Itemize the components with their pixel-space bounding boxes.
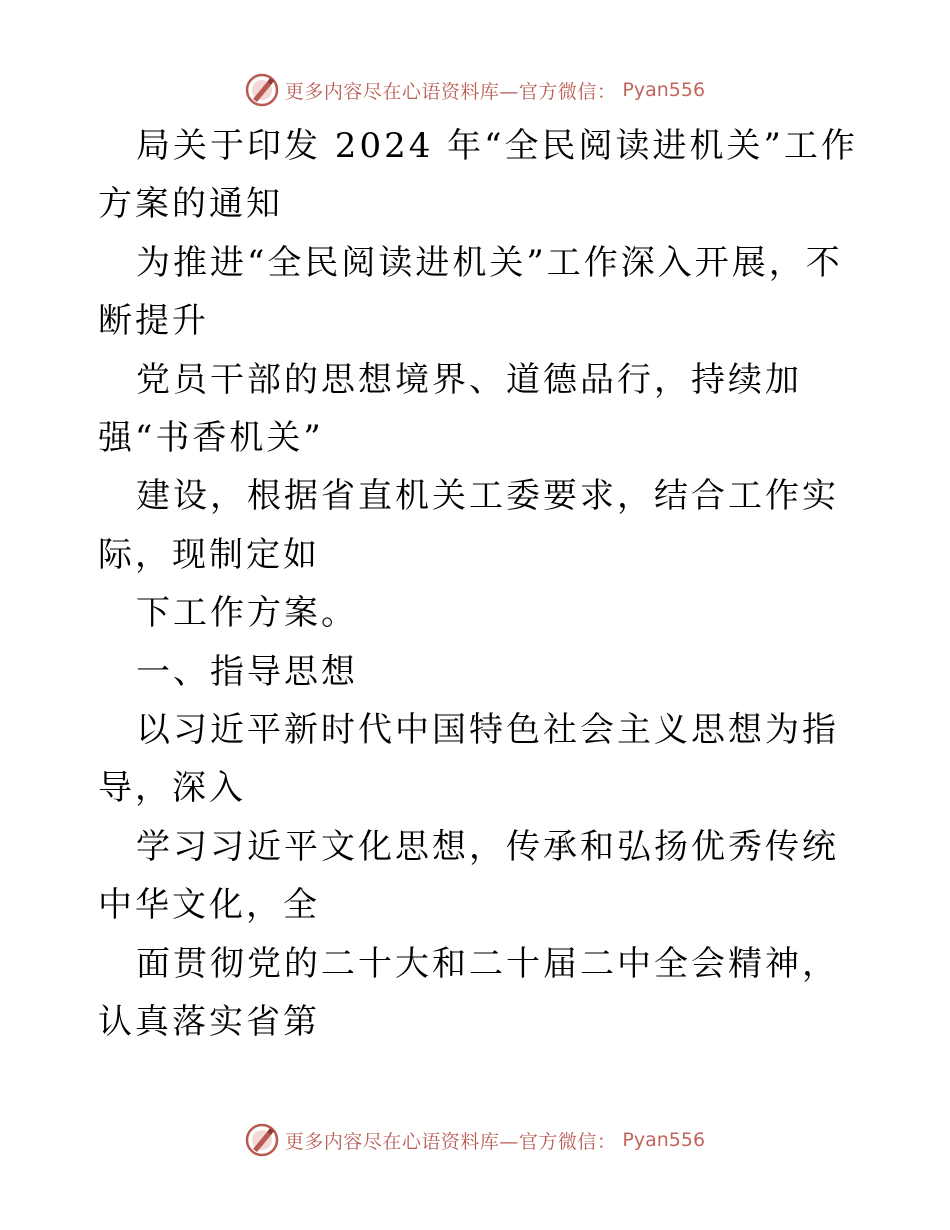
pen-logo-icon xyxy=(245,73,279,107)
paragraph: 学习习近平文化思想，传承和弘扬优秀传统中华文化，全 xyxy=(98,826,839,926)
section-heading: 一、指导思想 xyxy=(136,651,358,692)
paragraph: 建设，根据省直机关工委要求，结合工作实际，现制定如 xyxy=(98,476,839,575)
paragraph: 为推进“全民阅读进机关”工作深入开展，不断提升 xyxy=(98,242,843,342)
watermark-text: 更多内容尽在心语资料库—官方微信： xyxy=(284,80,617,103)
watermark-wechat-id: Pyan556 xyxy=(622,1129,706,1151)
paragraph-title: 局关于印发 2024 年“全民阅读进机关”工作方案的通知 xyxy=(98,126,858,225)
paragraph: 以习近平新时代中国特色社会主义思想为指导，深入 xyxy=(98,710,839,809)
paragraph: 面贯彻党的二十大和二十届二中全会精神，认真落实省第 xyxy=(98,943,839,1043)
footer-watermark xyxy=(0,1120,950,1160)
header-watermark xyxy=(0,70,950,110)
document-body xyxy=(98,117,858,1052)
pen-logo-icon xyxy=(245,1123,279,1157)
paragraph: 党员干部的思想境界、道德品行，持续加强“书香机关” xyxy=(98,359,802,459)
watermark-text: 更多内容尽在心语资料库—官方微信： xyxy=(284,1130,617,1153)
paragraph: 下工作方案。 xyxy=(136,593,358,634)
watermark-wechat-id: Pyan556 xyxy=(622,79,706,101)
